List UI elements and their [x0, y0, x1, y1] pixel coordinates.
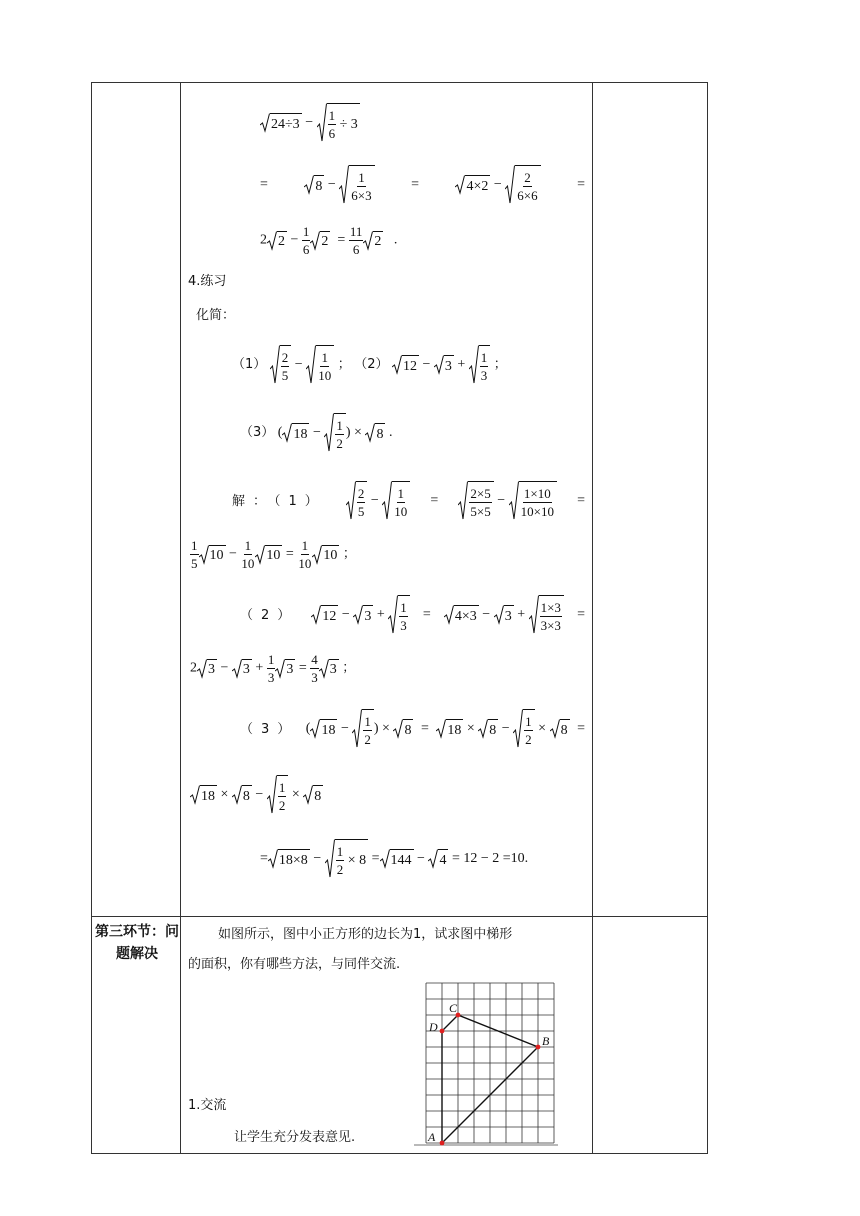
radical: $\frac{1}{2}$ [352, 709, 374, 749]
radical: $\frac{2}{6\times 6}$ [505, 165, 540, 205]
radical: 8 [393, 719, 413, 739]
radical: $\frac{1}{3}$ [469, 345, 491, 385]
vertex-point-a [440, 1141, 445, 1146]
exchange-title: 1.交流 [188, 1098, 227, 1113]
problem-text-line1: 如图所示，图中小正方形的边长为1，试求图中梯形 [218, 927, 513, 942]
lesson-table [91, 82, 708, 1154]
column-divider-right [592, 83, 593, 1153]
radical: $\frac{1}{2}$ [324, 413, 346, 453]
radical: 18 [190, 785, 217, 805]
radical: $\frac{1}{6}$ ÷ 3 [317, 103, 360, 143]
vertex-point-d [440, 1029, 445, 1034]
exercise-line-1-2: （1） $\frac{2}{5}$ − $\frac{1}{10}$ ； （2） 12 − 3 + $\frac{1}{3}$ ； [232, 345, 507, 385]
radical: 18×8 [268, 849, 310, 869]
radical: 144 [380, 849, 414, 869]
solution-3-step: 18 × 8 − $\frac{1}{2}$ × 8 [190, 775, 323, 815]
solution-1-result: $\frac{1}{5}$ 10 − $\frac{1}{10}$ 10 = $\frac{1}{10}$ 10 ； [191, 538, 356, 571]
formula-line-3: 2 2 − $\frac{1}{6}$ 2 = $\frac{11}{6}$ 2 . [260, 224, 398, 257]
radical: 3 [275, 659, 295, 679]
radical: 2 [267, 231, 287, 251]
vertex-label-c: C [449, 1001, 458, 1015]
radical: $\frac{1\times 10}{10\times 10}$ [509, 481, 557, 521]
problem-text-line2: 的面积，你有哪些方法，与同伴交流. [188, 957, 401, 972]
radical: 3 [232, 659, 252, 679]
simplify-label: 化简： [196, 308, 236, 323]
radical: $\frac{1}{10}$ [306, 345, 334, 385]
radical: $\frac{1\times 3}{3\times 3}$ [529, 595, 564, 635]
radical: 4 [428, 849, 448, 869]
radical: 18 [436, 719, 463, 739]
radical: $\frac{1}{3}$ [388, 595, 410, 635]
exchange-text: 让学生充分发表意见. [234, 1130, 356, 1145]
radical: 12 [392, 355, 419, 375]
radical: $\frac{2}{5}$ [270, 345, 292, 385]
section-header: 第三环节：问题解决 [95, 924, 179, 962]
solution-3-final: = 18×8 − $\frac{1}{2}$ × 8 = 144 − 4 = 12 − 2 =10. [260, 839, 528, 879]
radical: 10 [255, 545, 282, 565]
radical: 10 [312, 545, 339, 565]
radical: $\frac{2}{5}$ [346, 481, 368, 521]
radical: 2 [363, 231, 383, 251]
radical: 3 [353, 605, 373, 625]
solution-2-line: （2） 12 − 3 + $\frac{1}{3}$ = 4×3 − 3 + $\frac{1\times 3}{3\times 3}$ = [240, 595, 585, 635]
radical: 24÷3 [260, 113, 302, 133]
column-divider-left [180, 83, 181, 1153]
radical: 4×3 [444, 605, 479, 625]
radical: $\frac{1}{2}$ [267, 775, 289, 815]
formula-line-1: 24÷3 − $\frac{1}{6}$ ÷ 3 [260, 103, 360, 143]
radical: $\frac{1}{10}$ [382, 481, 410, 521]
radical: 4×2 [455, 175, 490, 195]
radical: 12 [311, 605, 338, 625]
radical: $\frac{1}{6\times 3}$ [339, 165, 374, 205]
vertex-label-b: B [542, 1034, 550, 1048]
formula-line-2: = 8 − $\frac{1}{6\times 3}$ = 4×2 − $\frac{2}{6\times 6}$ = [260, 165, 585, 205]
radical: 3 [494, 605, 514, 625]
radical: 8 [232, 785, 252, 805]
radical: 3 [197, 659, 217, 679]
radical: 10 [199, 545, 226, 565]
radical: 3 [434, 355, 454, 375]
trapezoid-grid-figure [414, 979, 574, 1161]
radical: 3 [319, 659, 339, 679]
exercise-line-3: （3） ( 18 − $\frac{1}{2}$ ) × 8 . [240, 413, 392, 453]
radical: $\frac{1}{2}$ [513, 709, 535, 749]
radical: $\frac{1}{2}$ × 8 [325, 839, 368, 879]
radical: 18 [310, 719, 337, 739]
vertex-label-a: A [428, 1130, 436, 1144]
radical: 8 [304, 175, 324, 195]
vertex-point-b [536, 1045, 541, 1050]
radical: 2 [310, 231, 330, 251]
radical: 8 [478, 719, 498, 739]
radical: 8 [550, 719, 570, 739]
radical: 8 [365, 423, 385, 443]
solution-1-line: 解：（1） $\frac{2}{5}$ − $\frac{1}{10}$ = $\frac{2\times 5}{5\times 5}$ − $\frac{1\times 10}{10\times 10}$ = [232, 481, 585, 521]
radical: $\frac{2\times 5}{5\times 5}$ [458, 481, 493, 521]
vertex-label-d: D [429, 1020, 438, 1034]
radical: 18 [282, 423, 309, 443]
step-title: 4.练习 [188, 274, 227, 289]
radical: 8 [303, 785, 323, 805]
solution-3-line: （3） ( 18 − $\frac{1}{2}$ ) × 8 = 18 × 8 − $\frac{1}{2}$ × 8 = [240, 709, 585, 749]
row-divider [92, 916, 707, 917]
solution-2-result: 2 3 − 3 + $\frac{1}{3}$ 3 = $\frac{4}{3}$ 3 ； [190, 652, 356, 685]
